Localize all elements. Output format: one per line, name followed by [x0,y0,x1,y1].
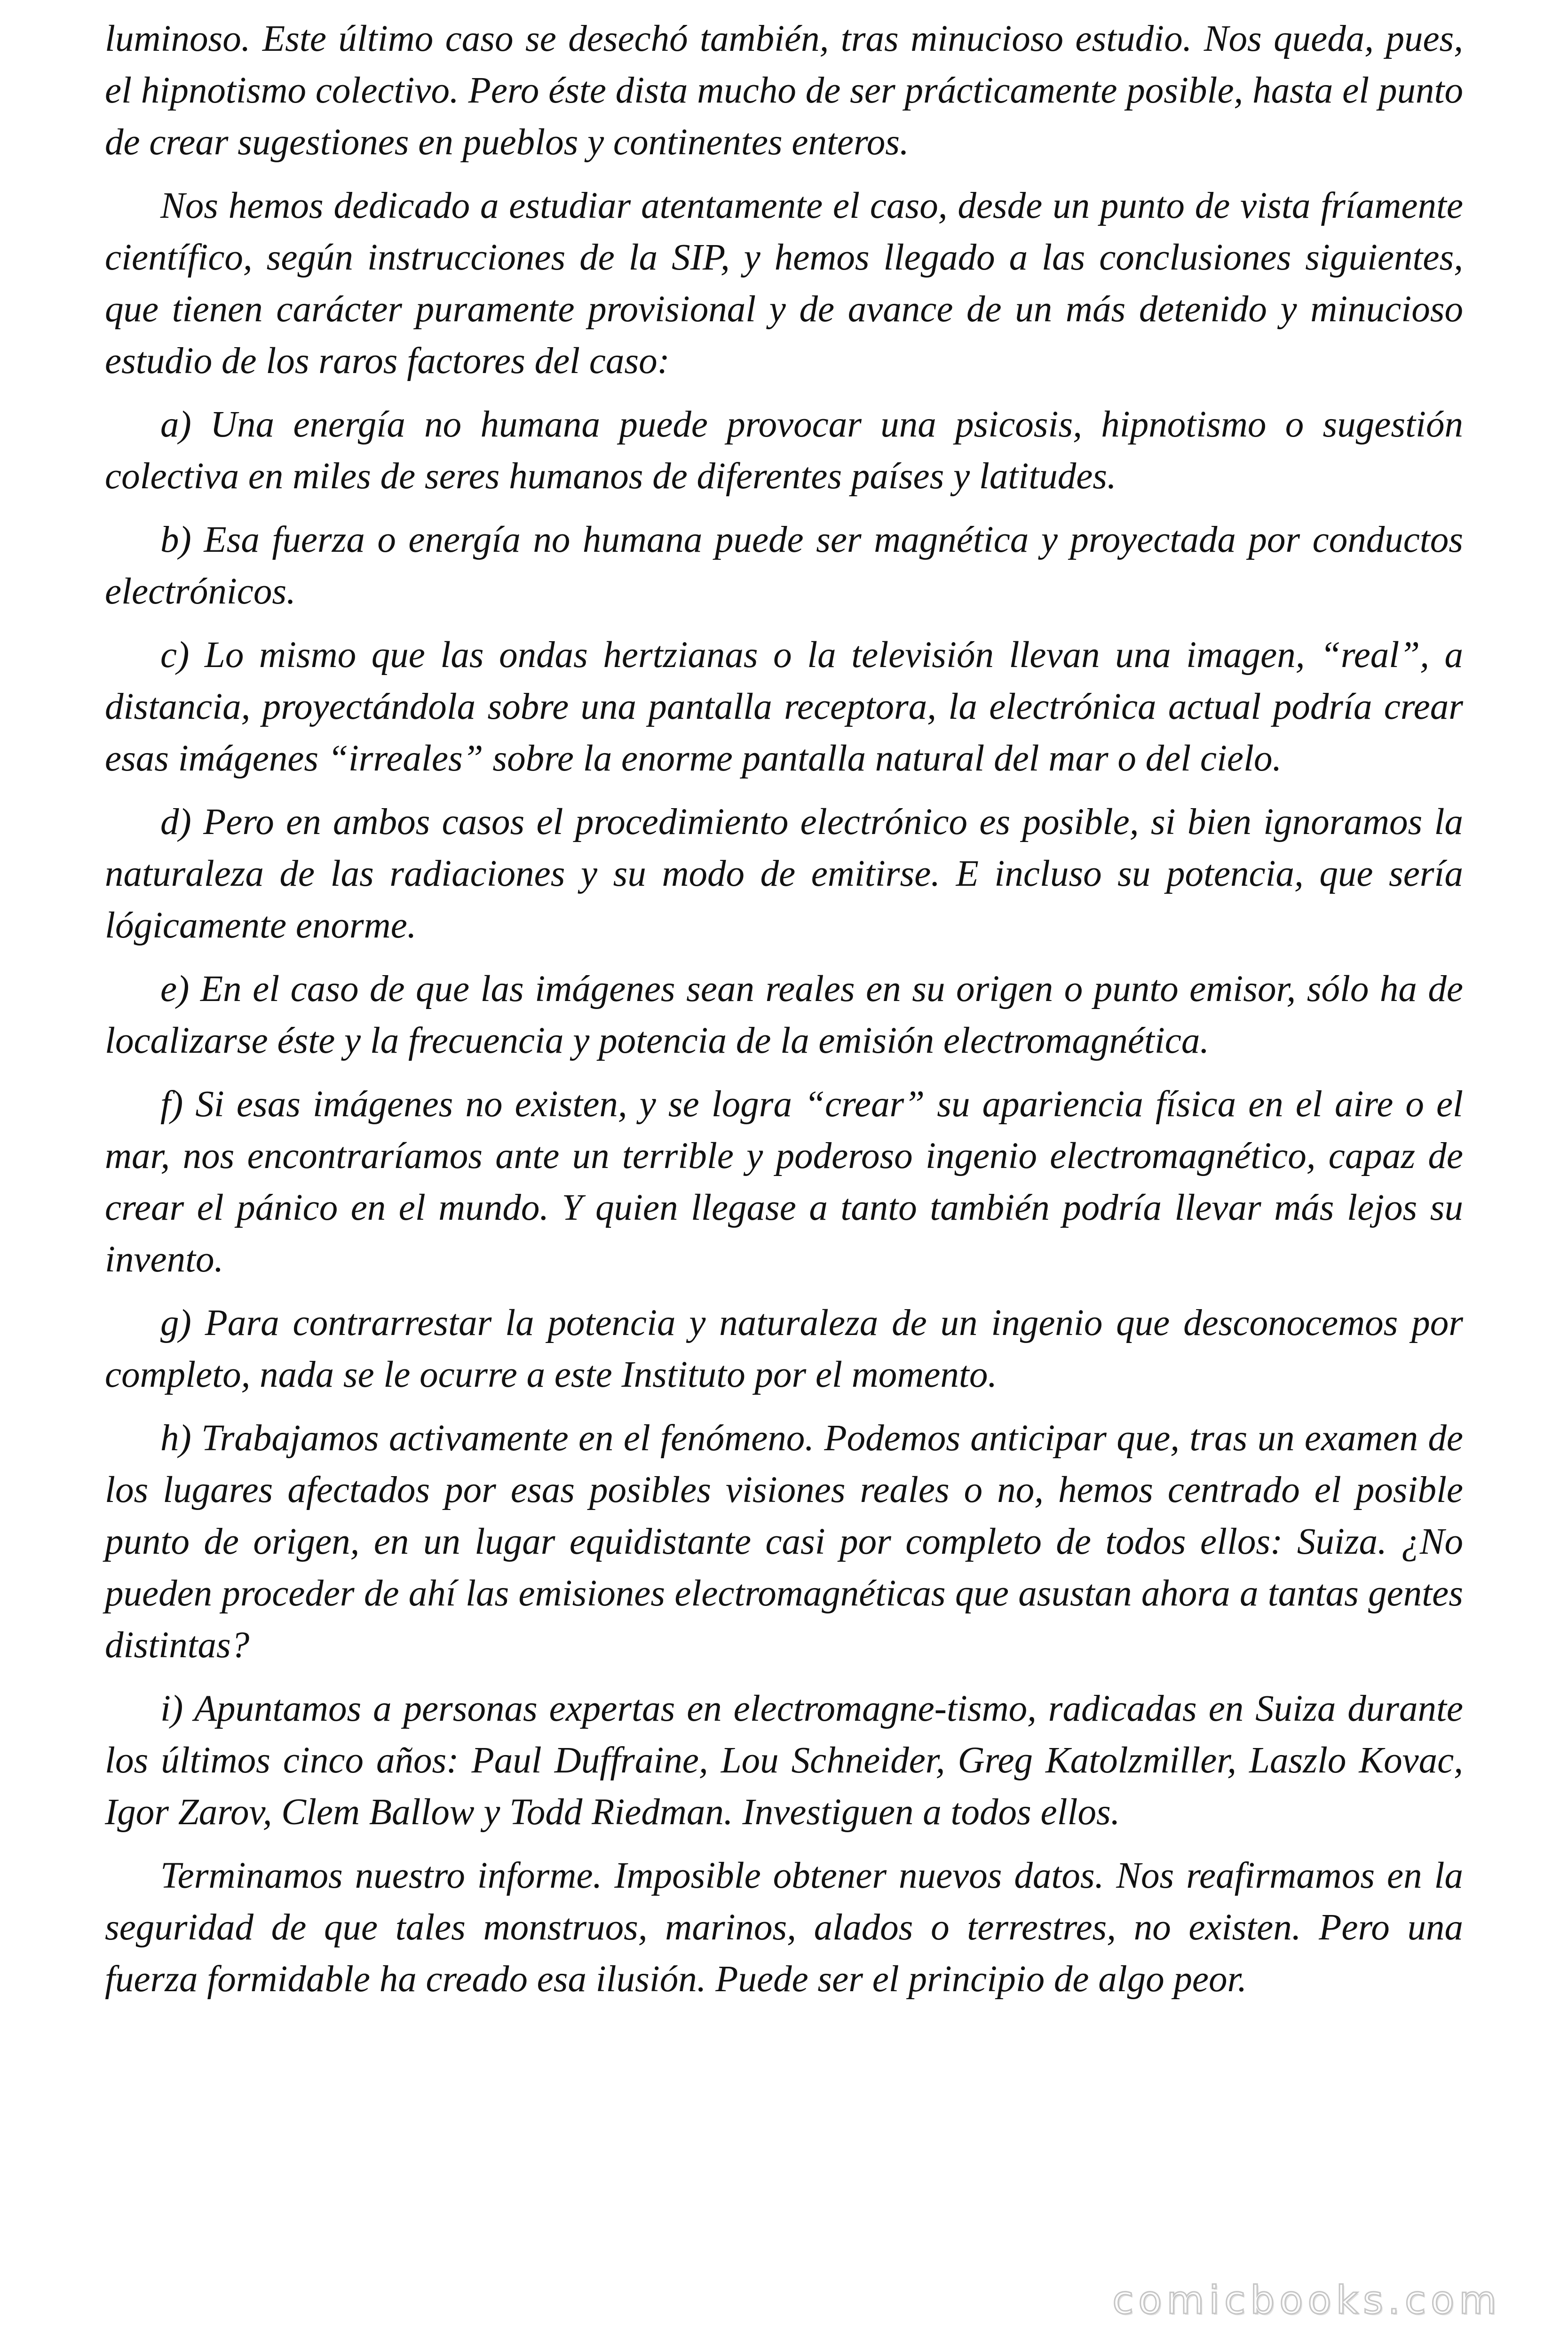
conclusion-i: i) Apuntamos a personas expertas en electromagne-tismo, radicadas en Suiza durante los últimos cinco años: Paul Duffraine, Lou Schneider, Greg Katolzmiller, Laszlo Kovac, Igor Zarov, Clem Ballow y Todd Riedman. Investiguen a todos ellos. [105,1688,1463,1833]
conclusion-c: c) Lo mismo que las ondas hertzianas o la televisión llevan una imagen, “real”, a distancia, proyectándola sobre una pantalla receptora, la electrónica actual podría crear esas imágenes “irreales” sobre la enorme pantalla natural del mar o del cielo. [105,635,1463,779]
conclusion-b: b) Esa fuerza o energía no humana puede ser magnética y proyectada por conductos electrónicos. [105,519,1463,612]
paragraph-intro: Nos hemos dedicado a estudiar atentamente el caso, desde un punto de vista fríamente científico, según instrucciones de la SIP, y hemos llegado a las conclusiones siguientes, que tienen carácter puramente provisional y de avance de un más detenido y minucioso estudio de los raros factores del caso: [105,185,1463,381]
conclusion-f: f) Si esas imágenes no existen, y se logra “crear” su apariencia física en el aire o el mar, nos encontraríamos ante un terrible y poderoso ingenio electromagnético, capaz de crear el pánico en el mundo. Y quien llegase a tanto también podría llevar más lejos su invento. [105,1084,1463,1280]
conclusion-a: a) Una energía no humana puede provocar una psicosis, hipnotismo o sugestión colectiva en miles de seres humanos de diferentes países y latitudes. [105,404,1463,497]
conclusion-e: e) En el caso de que las imágenes sean reales en su origen o punto emisor, sólo ha de localizarse éste y la frecuencia y potencia de la emisión electromagnética. [105,969,1463,1061]
watermark-logo: comicbooks.com [1112,2278,1501,2323]
conclusion-h: h) Trabajamos activamente en el fenómeno. Podemos anticipar que, tras un examen de los lugares afectados por esas posibles visiones reales o no, hemos centrado el posible punto de origen, en un lugar equidistante casi por completo de todos ellos: Suiza. ¿No pueden proceder de ahí las emisiones electromagnéticas que asustan ahora a tantas gentes distintas? [105,1418,1463,1666]
paragraph-continuation: luminoso. Este último caso se desechó también, tras minucioso estudio. Nos queda, pues, el hipnotismo colectivo. Pero éste dista mucho de ser prácticamente posible, hasta el punto de crear sugestiones en pueblos y continentes enteros. [105,18,1463,163]
conclusion-g: g) Para contrarrestar la potencia y naturaleza de un ingenio que desconocemos por completo, nada se le ocurre a este Instituto por el momento. [105,1303,1463,1395]
conclusion-d: d) Pero en ambos casos el procedimiento electrónico es posible, si bien ignoramos la naturaleza de las radiaciones y su modo de emitirse. E incluso su potencia, que sería lógicamente enorme. [105,802,1463,946]
paragraph-closing: Terminamos nuestro informe. Imposible obtener nuevos datos. Nos reafirmamos en la seguridad de que tales monstruos, marinos, alados o terrestres, no existen. Pero una fuerza formidable ha creado esa ilusión. Puede ser el principio de algo peor. [105,1855,1463,2000]
document-page [105,13,1463,2017]
